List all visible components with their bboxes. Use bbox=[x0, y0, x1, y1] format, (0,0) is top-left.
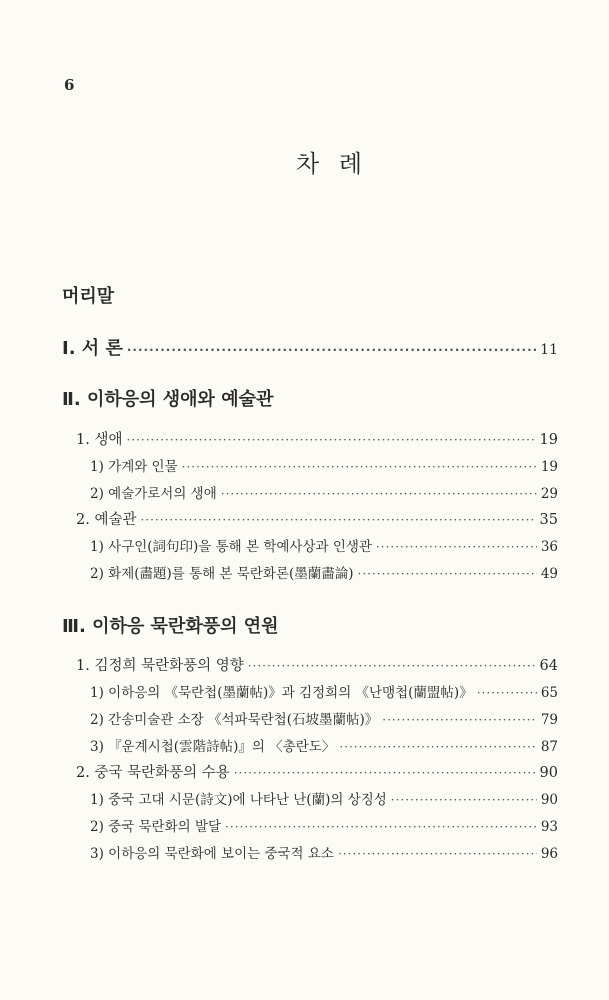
leader-dots bbox=[182, 460, 537, 474]
toc-label: Ⅰ. 서 론 bbox=[62, 338, 123, 359]
toc-page: 90 bbox=[539, 765, 558, 781]
leader-dots bbox=[382, 713, 537, 727]
toc-entry[interactable] bbox=[76, 654, 558, 675]
toc-label: 1) 중국 고대 시문(詩文)에 나타난 난(蘭)의 상징성 bbox=[90, 792, 387, 808]
toc-page: 65 bbox=[540, 685, 558, 701]
leader-dots bbox=[221, 487, 537, 501]
toc-page: 36 bbox=[540, 539, 558, 555]
toc-entry[interactable] bbox=[76, 761, 558, 782]
toc-page: 93 bbox=[540, 819, 558, 835]
toc-page: 64 bbox=[539, 658, 558, 674]
leader-dots bbox=[376, 540, 537, 554]
toc-label: 3) 이하응의 묵란화에 보이는 중국적 요소 bbox=[90, 846, 334, 862]
page-title: 차 례 bbox=[296, 150, 368, 178]
toc-label: 2) 화제(畵題)를 통해 본 묵란화론(墨蘭畵論) bbox=[90, 566, 354, 582]
toc-chapter-1[interactable] bbox=[62, 334, 558, 360]
leader-dots bbox=[127, 343, 536, 357]
toc-entry[interactable] bbox=[90, 708, 558, 728]
toc-label: 3) 『운계시첩(雲階詩帖)』의 〈총란도〉 bbox=[90, 739, 336, 755]
leader-dots bbox=[225, 820, 537, 834]
toc-page: 87 bbox=[540, 739, 558, 755]
chapter-3-heading[interactable]: Ⅲ. 이하응 묵란화풍의 연원 bbox=[62, 616, 279, 637]
toc-label: 1. 김정희 묵란화풍의 영향 bbox=[76, 658, 244, 674]
toc-page: 35 bbox=[539, 512, 558, 528]
preface-entry[interactable]: 머리말 bbox=[62, 286, 115, 307]
leader-dots bbox=[358, 567, 537, 581]
toc-label: 1) 이하응의 《묵란첩(墨蘭帖)》과 김정희의 《난맹첩(蘭盟帖)》 bbox=[90, 685, 473, 701]
toc-entry[interactable] bbox=[90, 842, 558, 862]
leader-dots bbox=[234, 766, 536, 780]
toc-entry[interactable] bbox=[90, 815, 558, 835]
toc-page: 96 bbox=[540, 846, 558, 862]
leader-dots bbox=[140, 513, 535, 527]
toc-page: 19 bbox=[539, 432, 558, 448]
toc-page: 11 bbox=[540, 342, 558, 358]
toc-entry[interactable] bbox=[90, 482, 558, 502]
toc-entry[interactable] bbox=[90, 455, 558, 475]
toc-entry[interactable] bbox=[90, 562, 558, 582]
toc-label: 1) 가계와 인물 bbox=[90, 459, 178, 475]
toc-page: 79 bbox=[540, 712, 558, 728]
toc-label: 1. 생애 bbox=[76, 432, 123, 448]
toc-entry[interactable] bbox=[76, 508, 558, 529]
toc-label: 2) 예술가로서의 생애 bbox=[90, 486, 217, 502]
toc-label: 2. 중국 묵란화풍의 수용 bbox=[76, 765, 230, 781]
toc-label: 2. 예술관 bbox=[76, 512, 137, 528]
toc-entry[interactable] bbox=[90, 681, 558, 701]
leader-dots bbox=[477, 686, 537, 700]
page-number: 6 bbox=[64, 76, 75, 94]
toc-label: 1) 사구인(詞句印)을 통해 본 학예사상과 인생관 bbox=[90, 539, 372, 555]
leader-dots bbox=[338, 847, 537, 861]
toc-page: 29 bbox=[540, 486, 558, 502]
toc-page: 19 bbox=[540, 459, 558, 475]
leader-dots bbox=[339, 740, 537, 754]
chapter-2-heading[interactable]: Ⅱ. 이하응의 생애와 예술관 bbox=[62, 389, 274, 410]
toc-label: 2) 간송미술관 소장 《석파묵란첩(石坡墨蘭帖)》 bbox=[90, 712, 379, 728]
toc-entry[interactable] bbox=[76, 428, 558, 449]
toc-page: 90 bbox=[540, 792, 558, 808]
leader-dots bbox=[248, 659, 536, 673]
leader-dots bbox=[391, 793, 537, 807]
toc-page: 49 bbox=[540, 566, 558, 582]
toc-entry[interactable] bbox=[90, 735, 558, 755]
leader-dots bbox=[126, 433, 535, 447]
toc-entry[interactable] bbox=[90, 788, 558, 808]
toc-label: 2) 중국 묵란화의 발달 bbox=[90, 819, 222, 835]
toc-entry[interactable] bbox=[90, 535, 558, 555]
